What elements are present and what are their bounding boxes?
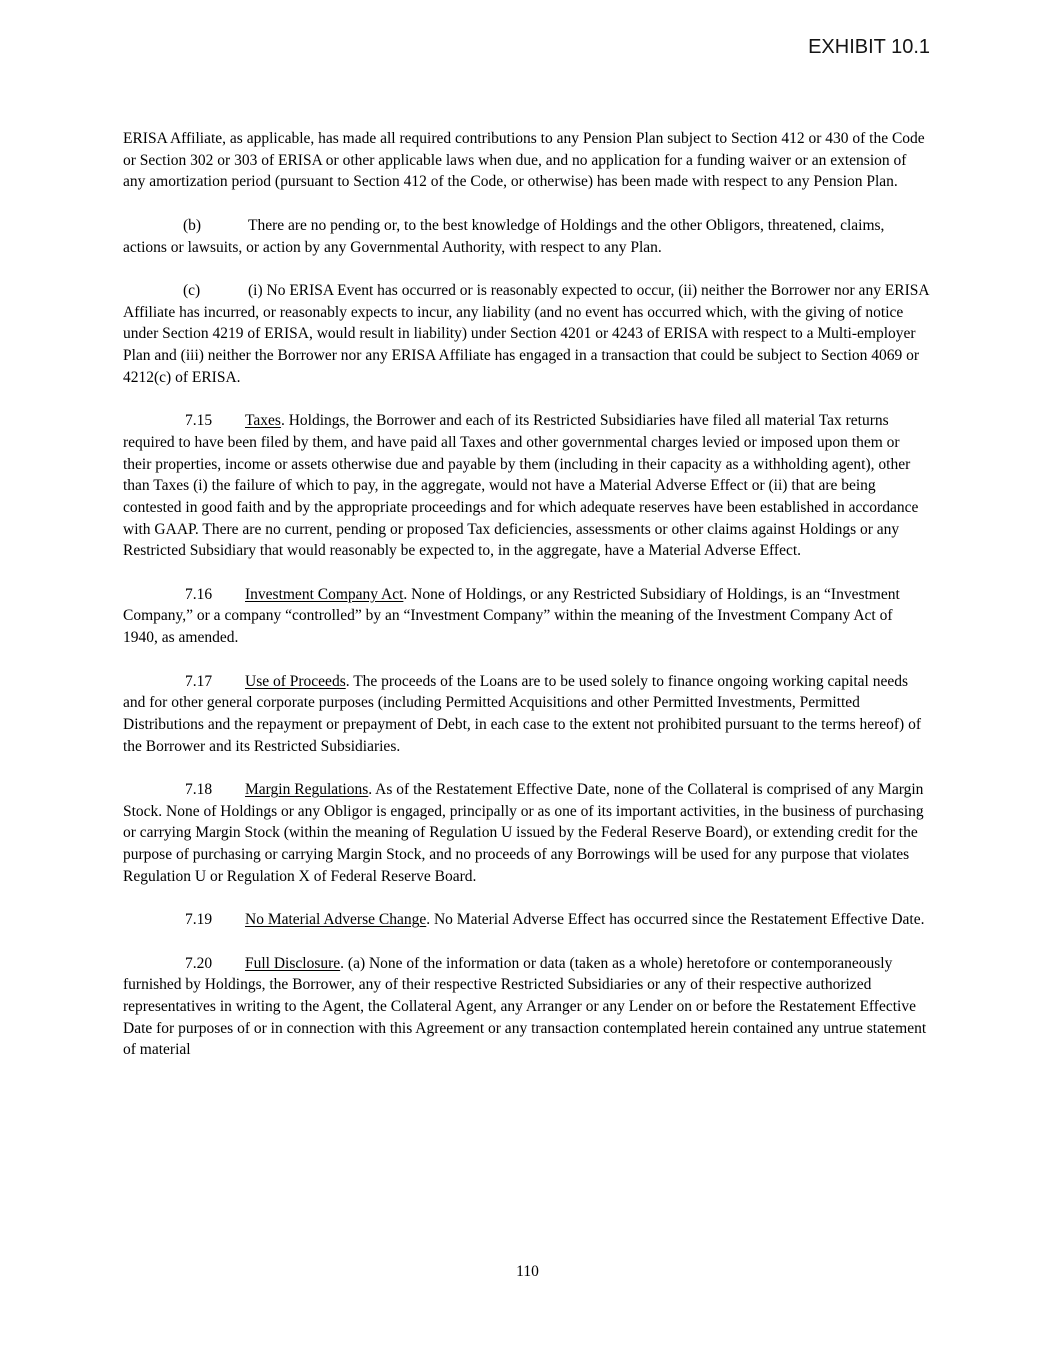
section-7-18-title: Margin Regulations	[245, 781, 369, 798]
section-7-15	[123, 410, 930, 562]
section-7-17-number: 7.17	[185, 672, 213, 690]
subparagraph-c-text: (i) No ERISA Event has occurred or is reasonably expected to occur, (ii) neither the Borrower nor any ERISA Affiliate has incurred, or reasonably expects to incur, any liability (and no event has occurred which, with the giving of notice under Section 4219 of ERISA, would result in liability) under Section 4201 or 4243 of ERISA with respect to a Multi-employer Plan and (iii) neither the Borrower nor any ERISA Affiliate has engaged in a transaction that could be subject to Section 4069 or 4212(c) of ERISA.	[123, 281, 929, 386]
section-7-15-body: . Holdings, the Borrower and each of its Restricted Subsidiaries have filed all material Tax returns required to have been filed by them, and have paid all Taxes and other governmental charges levied or imposed upon them or their properties, income or assets otherwise due and payable by them (including in their capacity as a withholding agent), other than Taxes (i) the failure of which to pay, in the aggregate, would not have a Material Adverse Effect or (ii) that are being contested in good faith and by the appropriate proceedings and for which adequate reserves have been established in accordance with GAAP. There are no current, pending or proposed Tax deficiencies, assessments or other claims against Holdings or any Restricted Subsidiary that would reasonably be expected to, in the aggregate, have a Material Adverse Effect.	[123, 412, 919, 560]
section-7-16-number: 7.16	[185, 585, 213, 603]
paragraph-continuation: ERISA Affiliate, as applicable, has made all required contributions to any Pension Plan subject to Section 412 or 430 of the Code or Section 302 or 303 of ERISA or other applicable laws when due, and no application for a funding waiver or an extension of any amortization period (pursuant to Section 412 of the Code, or otherwise) has been made with respect to any Pension Plan.	[123, 130, 925, 191]
section-7-20-body: . (a) None of the information or data (taken as a whole) heretofore or contemporaneously furnished by Holdings, the Borrower, any of their respective Restricted Subsidiaries or any of their respective authorized representatives in writing to the Agent, the Collateral Agent, any Arranger or any Lender on or before the Restatement Effective Date for purposes of or in connection with this Agreement or any transaction contemplated herein contained any untrue statement of material	[123, 954, 927, 1059]
section-7-20-number: 7.20	[185, 954, 213, 972]
section-7-18	[123, 779, 930, 888]
section-7-15-title: Taxes	[245, 412, 281, 430]
subparagraph-c-label: (c)	[183, 281, 201, 299]
page-number: 110	[516, 1263, 539, 1280]
section-7-17-title: Use of Proceeds	[245, 672, 346, 690]
subparagraph-b-text: There are no pending or, to the best knowledge of Holdings and the other Obligors, threatened, claims, actions or lawsuits, or action by any Governmental Authority, with respect to any Plan.	[123, 216, 885, 256]
section-7-20-title: Full Disclosure	[245, 954, 341, 972]
section-7-16-body: . None of Holdings, or any Restricted Subsidiary of Holdings, is an “Investment Company,” or a company “controlled” by an “Investment Company” within the meaning of the Investment Company Act of 1940, as amended.	[123, 585, 900, 647]
section-7-18-body: . As of the Restatement Effective Date, none of the Collateral is comprised of any Margin Stock. None of Holdings or any Obligor is engaged, principally or as one of its important activities, in the business of purchasing or carrying Margin Stock (within the meaning of Regulation U issued by the Federal Reserve Board), or extending credit for the purpose of purchasing or carrying Margin Stock, and no proceeds of any Borrowings will be used for any purpose that violates Regulation U or Regulation X of Federal Reserve Board.	[123, 781, 924, 885]
section-7-19-number: 7.19	[185, 911, 213, 929]
subparagraph-c	[123, 280, 930, 389]
section-7-16-title: Investment Company Act	[245, 585, 404, 603]
section-7-19	[123, 909, 930, 931]
section-7-15-number: 7.15	[185, 412, 213, 430]
section-7-19-body: . No Material Adverse Effect has occurred since the Restatement Effective Date.	[426, 911, 925, 929]
subparagraph-b	[123, 215, 930, 258]
section-7-16	[123, 584, 930, 649]
section-7-20	[123, 953, 930, 1062]
section-7-19-title: No Material Adverse Change	[245, 911, 427, 929]
section-7-17-body: . The proceeds of the Loans are to be used solely to finance ongoing working capital needs and for other general corporate purposes (including Permitted Acquisitions and other Permitted Investments, Permitted Distributions and the repayment or prepayment of Debt, in each case to the extent not prohibited pursuant to the terms hereof) of the Borrower and its Restricted Subsidiaries.	[123, 672, 922, 755]
subparagraph-b-label: (b)	[183, 216, 202, 234]
exhibit-label: EXHIBIT 10.1	[808, 36, 930, 58]
section-7-17	[123, 671, 930, 758]
section-7-18-number: 7.18	[185, 781, 213, 798]
